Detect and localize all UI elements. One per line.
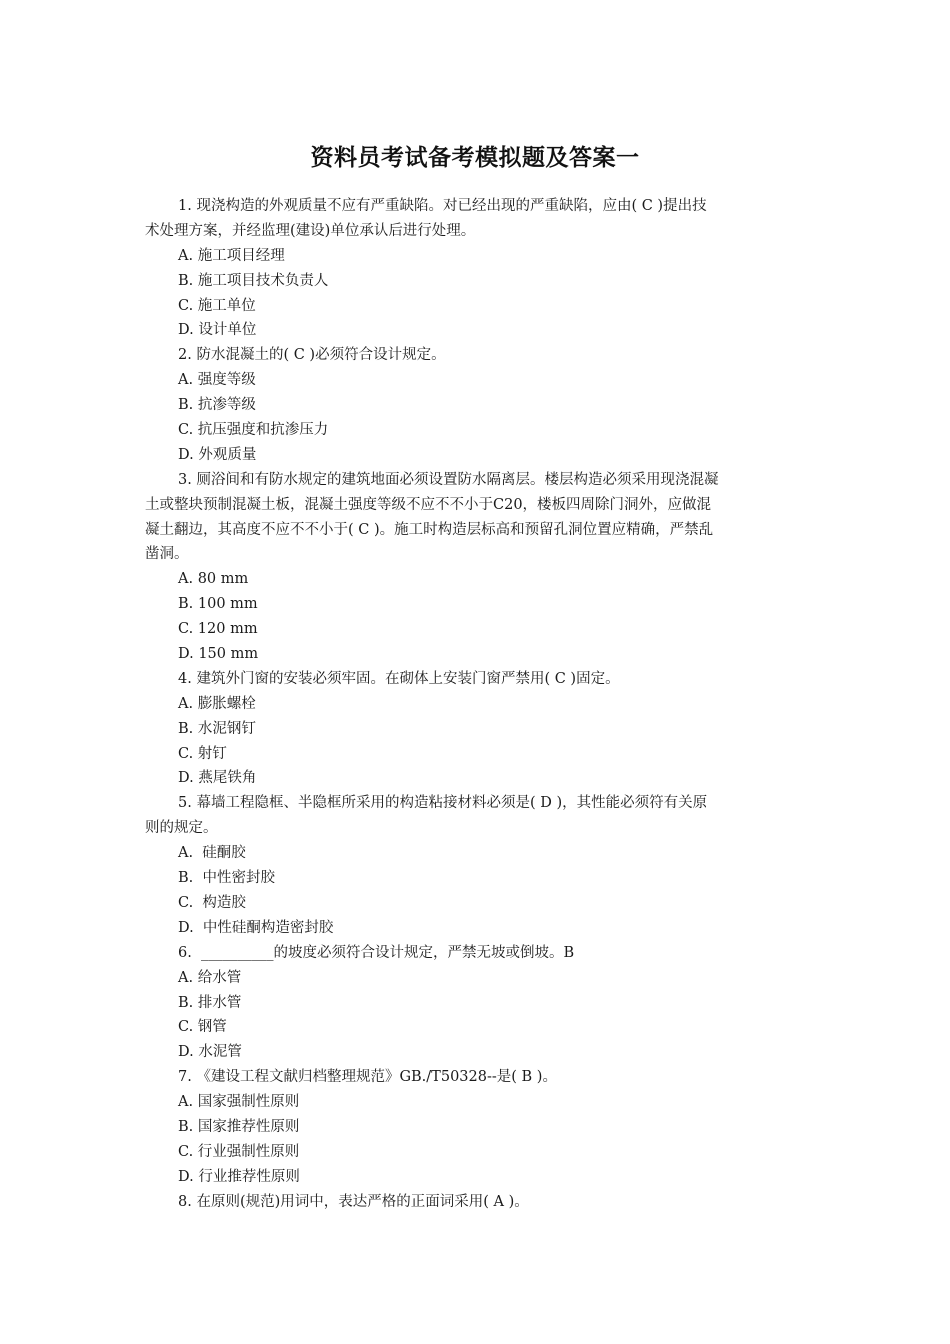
question-continuation: 凿洞。: [145, 546, 189, 563]
answer-option: B. 抗渗等级: [178, 397, 256, 414]
question-continuation: 术处理方案，并经监理(建设)单位承认后进行处理。: [145, 222, 476, 239]
answer-option: C. 120 mm: [178, 621, 258, 638]
question-continuation: 则的规定。: [145, 820, 218, 837]
document-body: [145, 194, 807, 1215]
answer-option: C. 构造胶: [178, 894, 246, 911]
answer-option: A. 80 mm: [178, 571, 249, 588]
document-title: 资料员考试备考模拟题及答案一: [310, 145, 640, 171]
question-continuation: 凝土翻边，其高度不应不不小于( C )。施工时构造层标高和预留孔洞位置应精确，严禁乱: [145, 521, 714, 538]
answer-option: A. 国家强制性原则: [178, 1094, 300, 1111]
question-line: 6. __________的坡度必须符合设计规定，严禁无坡或倒坡。B: [178, 944, 575, 961]
question-line: 2. 防水混凝土的( C )必须符合设计规定。: [178, 347, 446, 364]
question-line: 5. 幕墙工程隐框、半隐框所采用的构造粘接材料必须是( D )，其性能必须符有关原: [178, 795, 708, 812]
question-continuation: 土或整块预制混凝土板，混凝土强度等级不应不不小于C20，楼板四周除门洞外，应做混: [145, 496, 712, 513]
answer-option: B. 100 mm: [178, 596, 258, 613]
question-line: 7. 《建设工程文献归档整理规范》GB./T50328--是( B )。: [178, 1069, 557, 1086]
answer-option: A. 膨胀螺栓: [178, 695, 256, 712]
answer-option: D. 水泥管: [178, 1044, 242, 1061]
answer-option: C. 抗压强度和抗渗压力: [178, 422, 329, 439]
answer-option: A. 硅酮胶: [178, 845, 246, 862]
answer-option: D. 中性硅酮构造密封胶: [178, 919, 334, 936]
question-line: 8. 在原则(规范)用词中，表达严格的正面词采用( A )。: [178, 1193, 529, 1210]
answer-option: A. 施工项目经理: [178, 247, 285, 264]
question-line: 4. 建筑外门窗的安装必须牢固。在砌体上安装门窗严禁用( C )固定。: [178, 670, 620, 687]
answer-option: C. 施工单位: [178, 297, 256, 314]
question-line: 3. 厕浴间和有防水规定的建筑地面必须设置防水隔离层。楼层构造必须采用现浇混凝: [178, 471, 719, 488]
answer-option: B. 国家推荐性原则: [178, 1118, 300, 1135]
answer-option: B. 排水管: [178, 994, 242, 1011]
answer-option: B. 施工项目技术负责人: [178, 272, 329, 289]
answer-option: D. 外观质量: [178, 446, 257, 463]
answer-option: C. 射钉: [178, 745, 227, 762]
answer-option: D. 燕尾铁角: [178, 770, 257, 787]
answer-option: C. 钢管: [178, 1019, 227, 1036]
answer-option: D. 设计单位: [178, 322, 257, 339]
answer-option: D. 150 mm: [178, 646, 259, 663]
question-line: 1. 现浇构造的外观质量不应有严重缺陷。对已经出现的严重缺陷，应由( C )提出技: [178, 198, 707, 214]
answer-option: B. 水泥钢钉: [178, 720, 256, 737]
answer-option: D. 行业推荐性原则: [178, 1168, 300, 1185]
answer-option: A. 强度等级: [178, 372, 256, 389]
answer-option: C. 行业强制性原则: [178, 1143, 300, 1160]
answer-option: A. 给水管: [178, 969, 242, 986]
answer-option: B. 中性密封胶: [178, 870, 275, 887]
